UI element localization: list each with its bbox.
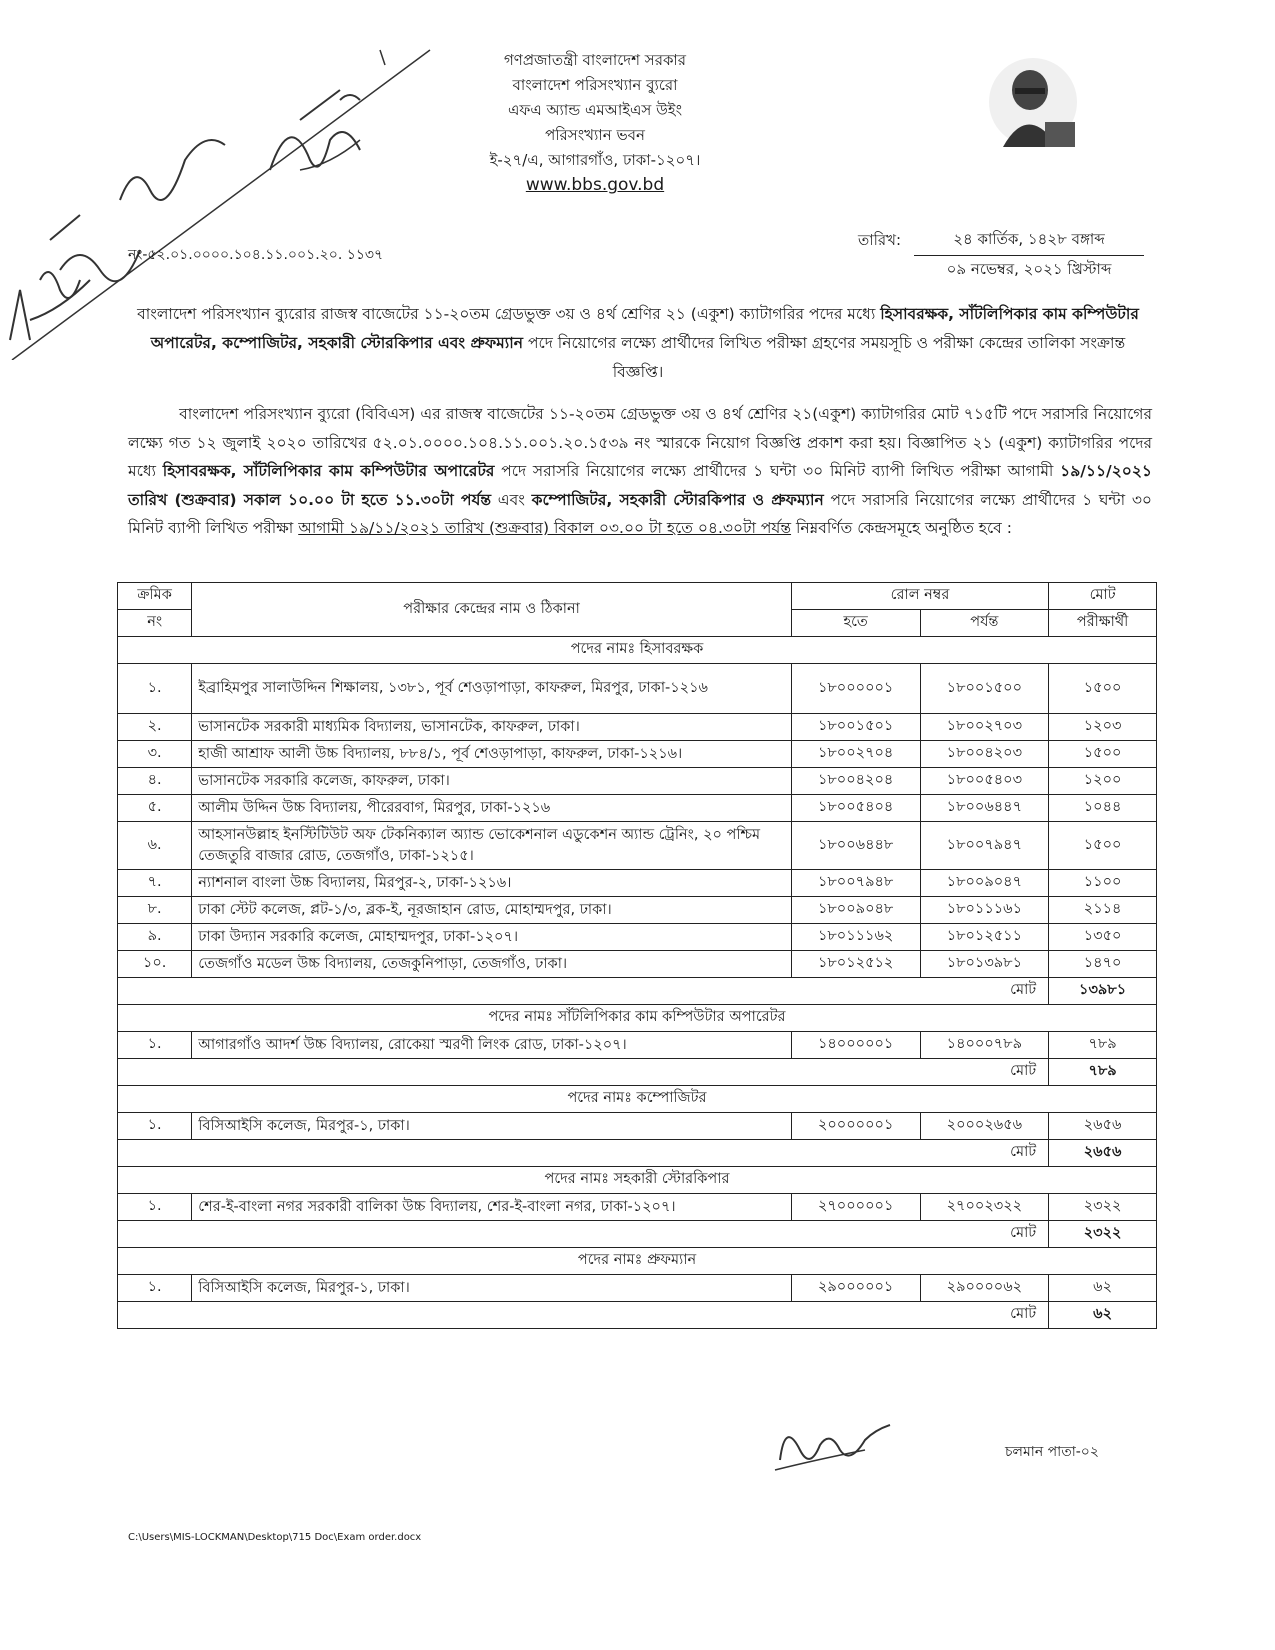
roll-to-cell: ১৮০০৬৪৪৭ [920, 795, 1049, 822]
roll-to-cell: ১৪০০০৭৮৯ [920, 1032, 1049, 1059]
serial-cell: ১. [118, 1194, 192, 1221]
table-row [118, 924, 1157, 951]
table-row [118, 951, 1157, 978]
serial-cell: ৮. [118, 897, 192, 924]
col-roll-from: হতে [791, 610, 920, 637]
serial-cell: ৬. [118, 822, 192, 870]
col-centre-name: পরীক্ষার কেন্দ্রের নাম ও ঠিকানা [192, 583, 792, 637]
col-roll-to: পর্যন্ত [920, 610, 1049, 637]
letterhead [430, 48, 760, 198]
roll-from-cell: ২০০০০০০১ [791, 1113, 920, 1140]
roll-from-cell: ১৮০০০০০১ [791, 664, 920, 714]
col-total-2: পরীক্ষার্থী [1049, 610, 1157, 637]
section-header [118, 1167, 1157, 1194]
roll-to-cell: ১৮০০১৫০০ [920, 664, 1049, 714]
col-serial-2: নং [118, 610, 192, 637]
section-total-row [118, 1221, 1157, 1248]
roll-to-cell: ২৯০০০০৬২ [920, 1275, 1049, 1302]
total-cell: ১৪৭০ [1049, 951, 1157, 978]
afternoon-schedule: আগামী ১৯/১১/২০২১ তারিখ (শুক্রবার) বিকাল ০৩.০০ টা হতে ০৪.৩০টা পর্যন্ত [298, 519, 792, 537]
centre-name-cell: হাজী আশ্রাফ আলী উচ্চ বিদ্যালয়, ৮৮৪/১, পূর্ব শেওড়াপাড়া, কাফরুল, ঢাকা-১২১৬। [192, 741, 792, 768]
total-label: মোট [118, 1221, 1049, 1248]
section-title: পদের নামঃ কম্পোজিটর [118, 1086, 1157, 1113]
section-total-row [118, 978, 1157, 1005]
post-names: হিসাবরক্ষক, সাঁটলিপিকার কাম কম্পিউটার অপারেটর, কম্পোজিটর, সহকারী স্টোরকিপার এবং প্রুফম্যান [150, 305, 1139, 352]
roll-from-cell: ১৮০০৫৪০৪ [791, 795, 920, 822]
serial-cell: ৯. [118, 924, 192, 951]
roll-to-cell: ১৮০০৪২০৩ [920, 741, 1049, 768]
serial-cell: ৫. [118, 795, 192, 822]
serial-cell: ৭. [118, 870, 192, 897]
roll-to-cell: ২৭০০২৩২২ [920, 1194, 1049, 1221]
total-cell: ১৫০০ [1049, 822, 1157, 870]
table-row [118, 1032, 1157, 1059]
serial-cell: ৩. [118, 741, 192, 768]
section-title: পদের নামঃ প্রুফম্যান [118, 1248, 1157, 1275]
roll-from-cell: ১৪০০০০০১ [791, 1032, 920, 1059]
total-label: মোট [118, 978, 1049, 1005]
total-cell: ১০৪৪ [1049, 795, 1157, 822]
letterhead-line: পরিসংখ্যান ভবন [545, 126, 645, 144]
roll-to-cell: ১৮০১১১৬১ [920, 897, 1049, 924]
roll-from-cell: ১৮০০৭৯৪৮ [791, 870, 920, 897]
total-cell: ১১০০ [1049, 870, 1157, 897]
total-cell: ১২০৩ [1049, 714, 1157, 741]
centre-name-cell: ন্যাশনাল বাংলা উচ্চ বিদ্যালয়, মিরপুর-২, ঢাকা-১২১৬। [192, 870, 792, 897]
total-cell: ৬২ [1049, 1275, 1157, 1302]
section-header [118, 1005, 1157, 1032]
roll-to-cell: ১৮০০৭৯৪৭ [920, 822, 1049, 870]
website-link[interactable]: www.bbs.gov.bd [525, 175, 665, 195]
centre-name-cell: ঢাকা উদ্যান সরকারি কলেজ, মোহাম্মদপুর, ঢাকা-১২০৭। [192, 924, 792, 951]
table-row [118, 897, 1157, 924]
centre-name-cell: তেজগাঁও মডেল উচ্চ বিদ্যালয়, তেজকুনিপাড়া, তেজগাঁও, ঢাকা। [192, 951, 792, 978]
serial-cell: ১. [118, 664, 192, 714]
section-header [118, 1086, 1157, 1113]
roll-to-cell: ১৮০১২৫১১ [920, 924, 1049, 951]
section-header [118, 1248, 1157, 1275]
total-cell: ১৩৫০ [1049, 924, 1157, 951]
centre-name-cell: বিসিআইসি কলেজ, মিরপুর-১, ঢাকা। [192, 1275, 792, 1302]
serial-cell: ১. [118, 1275, 192, 1302]
centre-name-cell: শের-ই-বাংলা নগর সরকারী বালিকা উচ্চ বিদ্যালয়, শের-ই-বাংলা নগর, ঢাকা-১২০৭। [192, 1194, 792, 1221]
total-cell: ২৩২২ [1049, 1194, 1157, 1221]
table-row [118, 1113, 1157, 1140]
officer-signature [760, 1410, 900, 1480]
letterhead-line: ই-২৭/এ, আগারগাঁও, ঢাকা-১২০৭। [489, 151, 701, 169]
total-cell: ২১১৪ [1049, 897, 1157, 924]
centre-name-cell: বিসিআইসি কলেজ, মিরপুর-১, ঢাকা। [192, 1113, 792, 1140]
mujib-100-logo [985, 52, 1095, 162]
section-title: পদের নামঃ সাঁটলিপিকার কাম কম্পিউটার অপারেটর [118, 1005, 1157, 1032]
centre-name-cell: ভাসানটেক সরকারি কলেজ, কাফরুল, ঢাকা। [192, 768, 792, 795]
section-header [118, 637, 1157, 664]
centre-name-cell: আহসানউল্লাহ ইনস্টিটিউট অফ টেকনিক্যাল অ্যান্ড ভোকেশনাল এডুকেশন অ্যান্ড ট্রেনিং, ২০ পশ্চিম তেজতুরি বাজার রোড, তেজগাঁও, ঢাকা-১২১৫। [192, 822, 792, 870]
section-total-row [118, 1302, 1157, 1329]
roll-from-cell: ১৮০১১১৬২ [791, 924, 920, 951]
total-cell: ১২০০ [1049, 768, 1157, 795]
section-total: ২৬৫৬ [1049, 1140, 1157, 1167]
centre-name-cell: আগারগাঁও আদর্শ উচ্চ বিদ্যালয়, রোকেয়া স্মরণী লিংক রোড, ঢাকা-১২০৭। [192, 1032, 792, 1059]
table-row [118, 822, 1157, 870]
roll-from-cell: ১৮০১২৫১২ [791, 951, 920, 978]
roll-to-cell: ১৮০০৯০৪৭ [920, 870, 1049, 897]
notice-body: বাংলাদেশ পরিসংখ্যান ব্যুরো (বিবিএস) এর রাজস্ব বাজেটের ১১-২০তম গ্রেডভুক্ত ৩য় ও ৪র্থ শ্রেণির ২১(একুশ) ক্যাটাগরির মোট ৭১৫টি পদে সরাসরি নিয়োগের লক্ষ্যে গত ১২ জুলাই ২০২০ তারিখের ৫২.০১.০০০০.১০৪.১১.০০১.২০.১৫৩৯ নং স্মারকে নিয়োগ বিজ্ঞপ্তি প্রকাশ করা হয়। বিজ্ঞাপিত ২১ (একুশ) ক্যাটাগরির পদের মধ্যে হিসাবরক্ষক, সাঁটলিপিকার কাম কম্পিউটার অপারেটর পদে সরাসরি নিয়োগের লক্ষ্যে প্রার্থীদের ১ ঘন্টা ৩০ মিনিট ব্যাপী লিখিত পরীক্ষা আগামী ১৯/১১/২০২১ তারিখ (শুক্রবার) সকাল ১০.০০ টা হতে ১১.৩০টা পর্যন্ত এবং কম্পোজিটর, সহকারী স্টোরকিপার ও প্রুফম্যান পদে সরাসরি নিয়োগের লক্ষ্যে প্রার্থীদের ১ ঘন্টা ৩০ মিনিট ব্যাপী লিখিত পরীক্ষা আগামী ১৯/১১/২০২১ তারিখ (শুক্রবার) বিকাল ০৩.০০ টা হতে ০৪.৩০টা পর্যন্ত নিম্নবর্ণিত কেন্দ্রসমূহে অনুষ্ঠিত হবে : [128, 405, 1152, 537]
serial-cell: ১০. [118, 951, 192, 978]
roll-from-cell: ১৮০০৬৪৪৮ [791, 822, 920, 870]
table-row [118, 870, 1157, 897]
exam-centre-table [117, 582, 1157, 1329]
section-total-row [118, 1059, 1157, 1086]
roll-from-cell: ১৮০০১৫০১ [791, 714, 920, 741]
section-total: ২৩২২ [1049, 1221, 1157, 1248]
letterhead-line: গণপ্রজাতন্ত্রী বাংলাদেশ সরকার [503, 51, 687, 69]
serial-cell: ১. [118, 1113, 192, 1140]
morning-schedule: ১৯/১১/২০২১ তারিখ (শুক্রবার) সকাল ১০.০০ টা হতে ১১.৩০টা পর্যন্ত [128, 462, 1152, 509]
total-cell: ১৫০০ [1049, 741, 1157, 768]
total-cell: ৭৮৯ [1049, 1032, 1157, 1059]
roll-to-cell: ১৮০১৩৯৮১ [920, 951, 1049, 978]
centre-name-cell: ঢাকা স্টেট কলেজ, প্লট-১/৩, ব্লক-ই, নূরজাহান রোড, মোহাম্মদপুর, ঢাকা। [192, 897, 792, 924]
date-label: তারিখ: [858, 230, 902, 249]
section-total: ৭৮৯ [1049, 1059, 1157, 1086]
section-title: পদের নামঃ হিসাবরক্ষক [118, 637, 1157, 664]
section-total-row [118, 1140, 1157, 1167]
section-total: ১৩৯৮১ [1049, 978, 1157, 1005]
col-total: মোট [1049, 583, 1157, 610]
section-total: ৬২ [1049, 1302, 1157, 1329]
roll-from-cell: ২৭০০০০০১ [791, 1194, 920, 1221]
table-row [118, 1275, 1157, 1302]
letterhead-line: এফএ অ্যান্ড এমআইএস উইং [507, 101, 683, 119]
col-roll: রোল নম্বর [791, 583, 1048, 610]
table-row [118, 664, 1157, 714]
roll-from-cell: ১৮০০২৭০৪ [791, 741, 920, 768]
roll-from-cell: ১৮০০৯০৪৮ [791, 897, 920, 924]
centre-name-cell: ইব্রাহিমপুর সালাউদ্দিন শিক্ষালয়, ১৩৮১, পূর্ব শেওড়াপাড়া, কাফরুল, মিরপুর, ঢাকা-১২১৬ [192, 664, 792, 714]
serial-cell: ১. [118, 1032, 192, 1059]
total-cell: ২৬৫৬ [1049, 1113, 1157, 1140]
total-cell: ১৫০০ [1049, 664, 1157, 714]
continued-page: চলমান পাতা-০২ [1005, 1444, 1100, 1460]
table-row [118, 1194, 1157, 1221]
total-label: মোট [118, 1140, 1049, 1167]
total-label: মোট [118, 1059, 1049, 1086]
file-path: C:\Users\MIS-LOCKMAN\Desktop\715 Doc\Exam order.docx [128, 1532, 422, 1543]
letterhead-line: বাংলাদেশ পরিসংখ্যান ব্যুরো [512, 76, 678, 94]
date-bangla: ২৪ কার্তিক, ১৪২৮ বঙ্গাব্দ [914, 226, 1144, 256]
date-english: ০৯ নভেম্বর, ২০২১ খ্রিস্টাব্দ [946, 260, 1112, 278]
roll-from-cell: ১৮০০৪২০৪ [791, 768, 920, 795]
table-row [118, 768, 1157, 795]
notice-subject: বাংলাদেশ পরিসংখ্যান ব্যুরোর রাজস্ব বাজেটের ১১-২০তম গ্রেডভুক্ত ৩য় ও ৪র্থ শ্রেণির ২১ (একুশ) ক্যাটাগরির পদের মধ্যে হিসাবরক্ষক, সাঁটলিপিকার কাম কম্পিউটার অপারেটর, কম্পোজিটর, সহকারী স্টোরকিপার এবং প্রুফম্যান পদে নিয়োগের লক্ষ্যে প্রার্থীদের লিখিত পরীক্ষা গ্রহণের সময়সূচি ও পরীক্ষা কেন্দ্রের তালিকা সংক্রান্ত বিজ্ঞপ্তি। [137, 305, 1139, 381]
centre-name-cell: আলীম উদ্দিন উচ্চ বিদ্যালয়, পীরেরবাগ, মিরপুর, ঢাকা-১২১৬ [192, 795, 792, 822]
date-block [858, 226, 1144, 285]
col-serial: ক্রমিক [118, 583, 192, 610]
total-label: মোট [118, 1302, 1049, 1329]
table-row [118, 795, 1157, 822]
roll-to-cell: ২০০০২৬৫৬ [920, 1113, 1049, 1140]
serial-cell: ২. [118, 714, 192, 741]
memo-number: নং-৫২.০১.০০০০.১০৪.১১.০০১.২০. ১১৩৭ [128, 247, 384, 263]
roll-to-cell: ১৮০০৫৪০৩ [920, 768, 1049, 795]
centre-name-cell: ভাসানটেক সরকারী মাধ্যমিক বিদ্যালয়, ভাসানটেক, কাফরুল, ঢাকা। [192, 714, 792, 741]
section-title: পদের নামঃ সহকারী স্টোরকিপার [118, 1167, 1157, 1194]
table-row [118, 741, 1157, 768]
roll-to-cell: ১৮০০২৭০৩ [920, 714, 1049, 741]
table-row [118, 714, 1157, 741]
serial-cell: ৪. [118, 768, 192, 795]
roll-from-cell: ২৯০০০০০১ [791, 1275, 920, 1302]
